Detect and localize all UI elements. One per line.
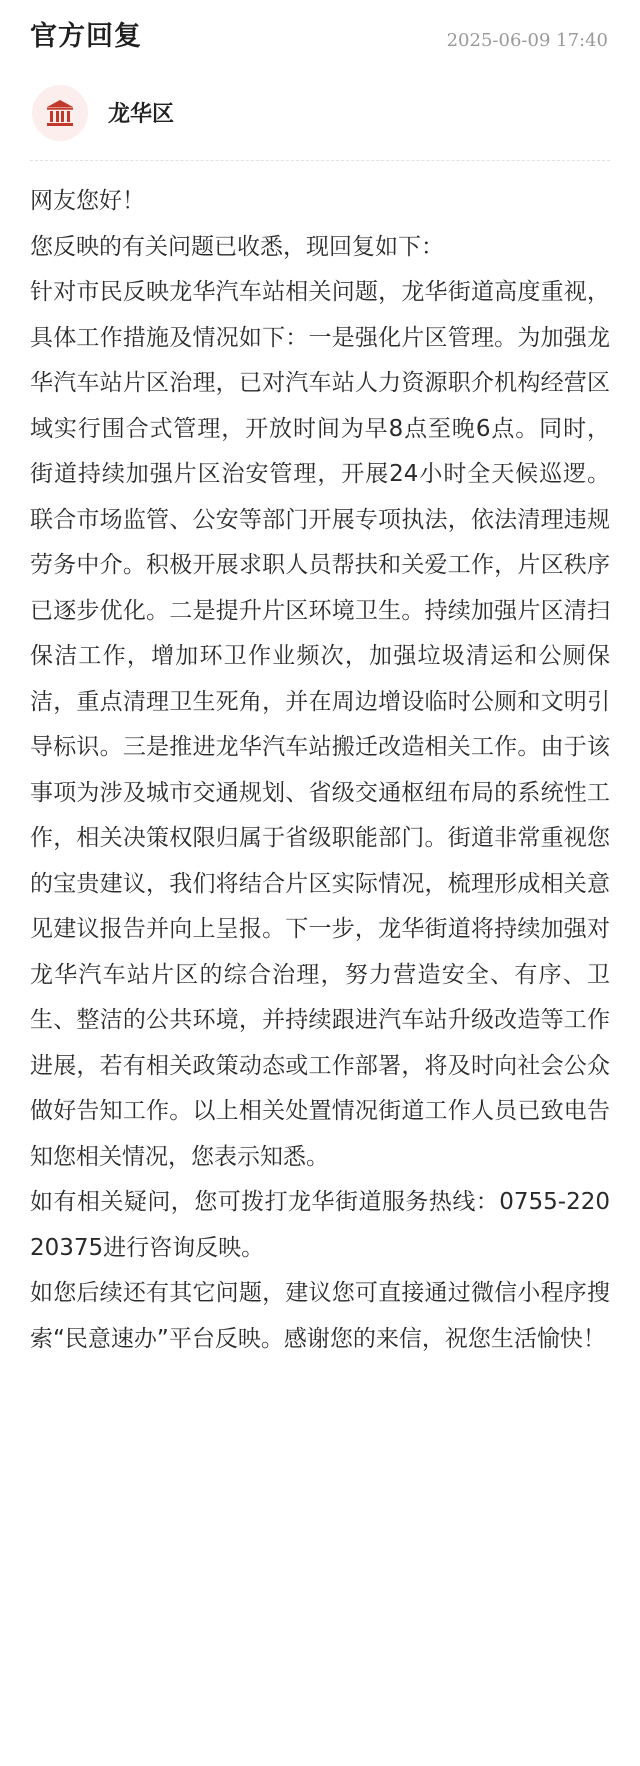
avatar: [32, 85, 88, 141]
reply-closing: 如您后续还有其它问题，建议您可直接通过微信小程序搜索“民意速办”平台反映。感谢您的来信，祝您生活愉快！: [30, 1280, 610, 1352]
government-building-icon: [44, 97, 76, 129]
page-title: 官方回复: [30, 21, 142, 52]
reply-content: [30, 161, 610, 1362]
reply-body: 针对市民反映龙华汽车站相关问题，龙华街道高度重视，具体工作措施及情况如下：一是强化片区管理。为加强龙华汽车站片区治理，已对汽车站人力资源职介机构经营区域实行围合式管理，开放时间为早8点至晚6点。同时，街道持续加强片区治安管理，开展24小时全天候巡逻。联合市场监管、公安等部门开展专项执法，依法清理违规劳务中介。积极开展求职人员帮扶和关爱工作，片区秩序已逐步优化。二是提升片区环境卫生。持续加强片区清扫保洁工作，增加环卫作业频次，加强垃圾清运和公厕保洁，重点清理卫生死角，并在周边增设临时公厕和文明引导标识。三是推进龙华汽车站搬迁改造相关工作。由于该事项为涉及城市交通规划、省级交通枢纽布局的系统性工作，相关决策权限归属于省级职能部门。街道非常重视您的宝贵建议，我们将结合片区实际情况，梳理形成相关意见建议报告并向上呈报。下一步，龙华街道将持续加强对龙华汽车站片区的综合治理，努力营造安全、有序、卫生、整洁的公共环境，并持续跟进汽车站升级改造等工作进展，若有相关政策动态或工作部署，将及时向社会公众做好告知工作。以上相关处置情况街道工作人员已致电告知您相关情况，您表示知悉。: [30, 279, 610, 1170]
organization-name: 龙华区: [108, 102, 175, 127]
reply-intro: 您反映的有关问题已收悉，现回复如下：: [30, 233, 444, 260]
reply-header: [30, 0, 610, 64]
reply-greeting: 网友您好！: [30, 188, 145, 214]
reply-hotline: 如有相关疑问，您可拨打龙华街道服务热线：0755-22020375进行咨询反映。: [30, 1189, 610, 1261]
organization-row: [30, 64, 610, 161]
reply-timestamp: 2025-06-09 17:40: [446, 30, 608, 51]
